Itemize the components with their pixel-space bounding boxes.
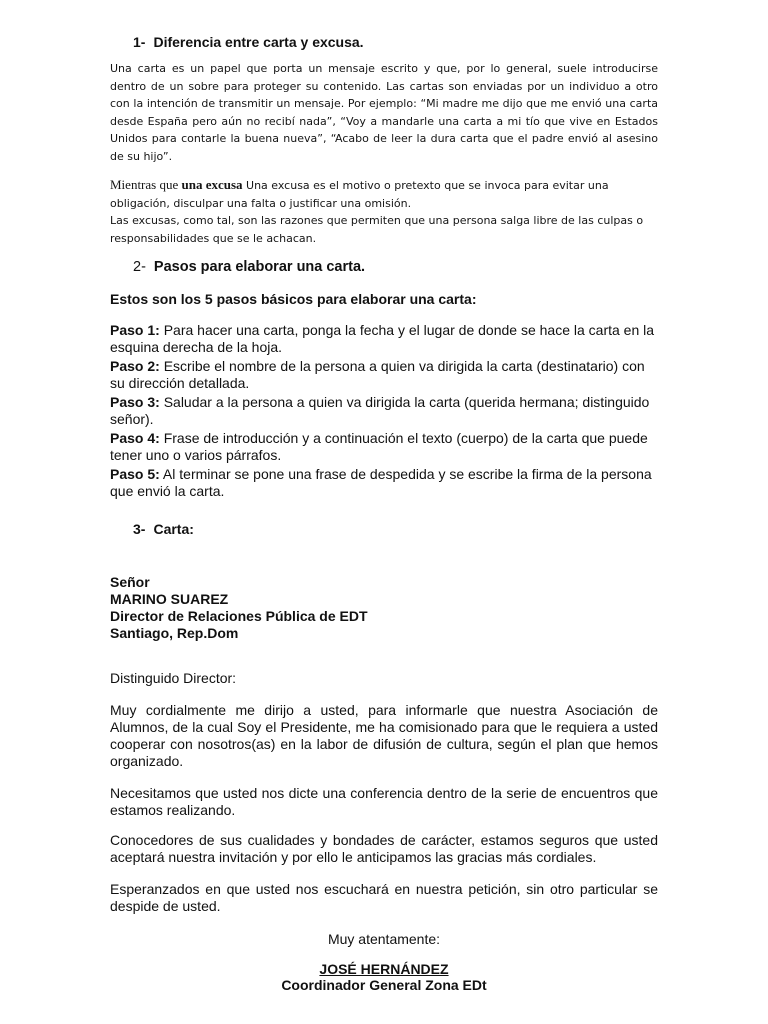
step-text: Saludar a la persona a quien va dirigida la carta (querida hermana; distinguido señor). [110,394,650,427]
section-2-number: 2- [133,259,146,275]
step-item [110,358,658,392]
letter-greeting: Distinguido Director: [110,670,237,686]
signer-name [110,961,658,978]
section-2-title: Pasos para elaborar una carta. [153,259,366,275]
addressee-location: Santiago, Rep.Dom [110,625,239,641]
section-1-heading [133,34,364,51]
step-text: Al terminar se pone una frase de despedida y se escribe la firma de la persona que envió la carta. [110,466,652,499]
step-label: Paso 3: [110,394,160,410]
excusa-term: una excusa [181,177,243,192]
section-1-number: 1- [133,34,146,50]
section-2-heading [133,259,365,276]
step-item [110,322,658,356]
step-label: Paso 1: [110,322,160,338]
step-item [110,466,658,500]
addressee-name: MARINO SUAREZ [110,591,229,607]
steps-list [110,322,658,502]
step-item [110,430,658,464]
excusa-paragraph [110,176,658,247]
step-label: Paso 5: [110,466,160,482]
section-1-title: Diferencia entre carta y excusa. [153,34,364,50]
section-3-title: Carta: [153,521,194,537]
signer-title: Coordinador General Zona EDt [281,977,487,993]
step-text: Escribe el nombre de la persona a quien va dirigida la carta (destinatario) con su dirección detallada. [110,358,645,391]
section-3-number: 3- [133,521,146,537]
signer-name-text: JOSÉ HERNÁNDEZ [319,961,449,977]
step-label: Paso 4: [110,430,160,446]
letter-body-paragraph: Conocedores de sus cualidades y bondades de carácter, estamos seguros que usted aceptará nuestra invitación y por ello le anticipamos las gracias más cordiales. [110,832,658,865]
letter-body-paragraph: Muy cordialmente me dirijo a usted, para informarle que nuestra Asociación de Alumnos, de la cual Soy el Presidente, me ha comisionado para que le requiera a usted cooperar con nosotros(as) en la labor de difusión de cultura, según el plan que hemos organizado. [110,702,658,769]
section-1-paragraph: Una carta es un papel que porta un mensaje escrito y que, por lo general, suele introducirse dentro de un sobre para proteger su contenido. Las cartas son enviadas por un individuo a otro con la intención de transmitir un mensaje. Por ejemplo: “Mi madre me dijo que me envió una carta desde España pero aún no recibí nada”, “Voy a mandarle una carta a mi tío que vive en Estados Unidos para contarle la buena nueva”, “Acabo de leer la dura carta que el padre envió al asesino de su hijo”. [110,62,658,163]
letter-closing: Muy atentamente: [327,931,441,947]
step-label: Paso 2: [110,358,160,374]
step-item [110,394,658,428]
addressee-salutation: Señor [110,574,150,590]
letter-body-paragraph: Necesitamos que usted nos dicte una conferencia dentro de la serie de encuentros que estamos realizando. [110,785,658,818]
letter-body-paragraph: Esperanzados en que usted nos escuchará en nuestra petición, sin otro particular se despide de usted. [110,881,658,914]
excusa-definition: Una excusa es el motivo o pretexto que se invoca para evitar una obligación, disculpar una falta o justificar una omisión. [110,179,609,210]
section-3-heading [133,521,194,538]
letter-addressee [110,574,368,642]
steps-intro: Estos son los 5 pasos básicos para elaborar una carta: [110,291,477,307]
addressee-position: Director de Relaciones Pública de EDT [110,608,368,624]
step-text: Frase de introducción y a continuación el texto (cuerpo) de la carta que puede tener uno o varios párrafos. [110,430,648,463]
excusa-line-2: Las excusas, como tal, son las razones que permiten que una persona salga libre de las culpas o responsabilidades que se le achacan. [110,214,644,245]
step-text: Para hacer una carta, ponga la fecha y el lugar de donde se hace la carta en la esquina derecha de la hoja. [110,322,655,355]
excusa-lead: Mientras que [110,177,182,192]
